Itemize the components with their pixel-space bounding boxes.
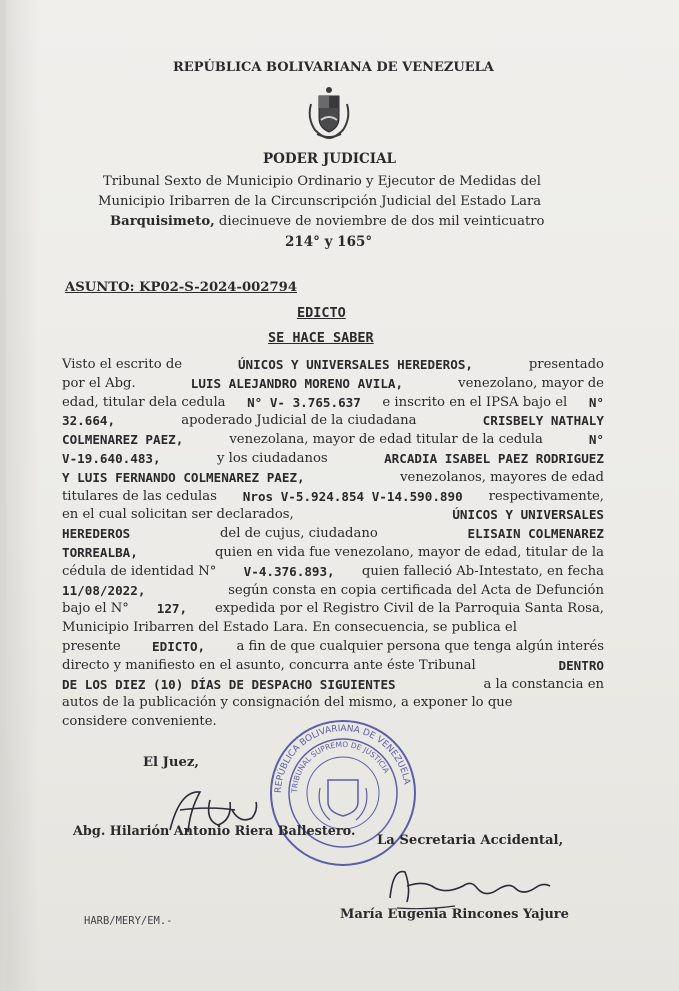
- case-subject: [65, 280, 297, 295]
- body-line: [62, 432, 604, 447]
- body-emphasis: COLMENAREZ PAEZ,: [62, 432, 184, 448]
- body-text: quien en vida fue venezolano, mayor de edad, titular de la: [214, 545, 604, 560]
- body-text: edad, titular dela cedula: [62, 394, 226, 410]
- body-text: presente: [62, 639, 121, 654]
- body-line: [62, 677, 604, 692]
- court-name-line2: Municipio Iribarren de la Circunscripción Judicial del Estado Lara: [98, 194, 542, 209]
- body-line: [62, 620, 604, 635]
- body-line: [62, 489, 604, 504]
- republic-heading: REPÚBLICA BOLIVARIANA DE VENEZUELA: [173, 60, 494, 75]
- body-line: [62, 376, 604, 391]
- body-emphasis: HEREDEROS: [62, 526, 131, 542]
- secretary-signature: [385, 858, 555, 913]
- svg-text:TRIBUNAL SUPREMO DE JUSTICIA: [290, 740, 392, 794]
- body-text: a fin de que cualquier persona que tenga algún interés: [236, 639, 604, 654]
- edict-title: EDICTO: [297, 305, 346, 321]
- body-text: directo y manifiesto en el asunto, concurra ante éste Tribunal: [62, 657, 476, 673]
- body-text: cédula de identidad N°: [62, 563, 217, 579]
- body-emphasis: V-4.376.893,: [243, 563, 335, 579]
- page-edge-shadow: [0, 0, 40, 991]
- body-text: considere conveniente.: [62, 714, 217, 730]
- body-text: apoderado Judicial de la ciudadana: [181, 413, 417, 429]
- body-emphasis: TORREALBA,: [62, 545, 138, 560]
- body-emphasis: ÚNICOS Y UNIVERSALES: [452, 507, 604, 523]
- body-text: venezolanos, mayores de edad: [400, 469, 604, 485]
- body-emphasis: N°: [588, 394, 604, 410]
- body-emphasis: ARCADIA ISABEL PAEZ RODRIGUEZ: [384, 451, 604, 466]
- body-emphasis: V-19.640.483,: [62, 451, 161, 466]
- judicial-power-heading: PODER JUDICIAL: [263, 151, 397, 167]
- body-text: respectivamente,: [488, 488, 604, 504]
- body-text: bajo el N°: [62, 601, 129, 617]
- years-line: 214° y 165°: [285, 234, 373, 250]
- court-name-line1: Tribunal Sexto de Municipio Ordinario y Ejecutor de Medidas del: [103, 174, 541, 189]
- date-text: diecinueve de noviembre de dos mil veinticuatro: [218, 214, 545, 229]
- judge-name: Abg. Hilarión Antonio Riera Ballestero.: [73, 824, 356, 839]
- city-name: Barquisimeto,: [110, 214, 215, 229]
- body-text: y los ciudadanos: [217, 451, 328, 466]
- body-text: según consta en copia certificada del Acta de Defunción: [228, 582, 604, 598]
- subject-label: ASUNTO:: [65, 280, 135, 295]
- body-line: [62, 601, 604, 616]
- body-line: [62, 564, 604, 579]
- body-line: [62, 507, 604, 522]
- date-line: [110, 214, 545, 229]
- body-emphasis: Y LUIS FERNANDO COLMENAREZ PAEZ,: [62, 469, 305, 485]
- body-text: venezolano, mayor de: [458, 375, 604, 391]
- judge-label: El Juez,: [143, 755, 199, 770]
- body-emphasis: N°: [588, 432, 604, 448]
- body-text: expedida por el Registro Civil de la Parroquia Santa Rosa,: [214, 601, 604, 617]
- body-text: autos de la publicación y consignación del mismo, a exponer lo que: [62, 695, 513, 711]
- body-line: [62, 451, 604, 466]
- body-text: en el cual solicitan ser declarados,: [62, 507, 294, 523]
- body-text: titulares de las cedulas: [62, 488, 217, 504]
- body-text: del de cujus, ciudadano: [219, 526, 378, 542]
- body-text: e inscrito en el IPSA bajo el: [382, 394, 568, 410]
- stamp-inner-text: TRIBUNAL SUPREMO DE JUSTICIA: [289, 739, 392, 794]
- body-text: venezolana, mayor de edad titular de la cedula: [229, 432, 543, 448]
- body-line: [62, 545, 604, 560]
- body-emphasis: DENTRO: [558, 657, 604, 673]
- body-emphasis: CRISBELY NATHALY: [482, 413, 604, 429]
- body-emphasis: ÚNICOS Y UNIVERSALES HEREDEROS,: [237, 357, 473, 372]
- body-emphasis: 32.664,: [62, 413, 116, 429]
- body-line: [62, 413, 604, 428]
- coat-of-arms-icon: [303, 84, 355, 140]
- body-text: quien falleció Ab-Intestato, en fecha: [361, 563, 604, 579]
- body-text: por el Abg.: [62, 375, 136, 391]
- body-line: [62, 658, 604, 673]
- body-emphasis: LUIS ALEJANDRO MORENO AVILA,: [190, 375, 404, 391]
- body-emphasis: Nros V-5.924.854 V-14.590.890: [242, 488, 463, 504]
- body-line: [62, 395, 604, 410]
- secretary-label: La Secretaria Accidental,: [377, 833, 564, 848]
- body-emphasis: ELISAIN COLMENAREZ: [467, 526, 604, 542]
- announce-title: SE HACE SABER: [268, 330, 374, 346]
- body-line: [62, 583, 604, 598]
- body-emphasis: 11/08/2022,: [62, 582, 146, 598]
- reference-initials: HARB/MERY/EM.-: [84, 915, 173, 927]
- body-line: [62, 639, 604, 654]
- body-emphasis: DE LOS DIEZ (10) DÍAS DE DESPACHO SIGUIENTES: [62, 676, 396, 692]
- stamp-outer-text: REPÚBLICA BOLIVARIANA DE VENEZUELA: [273, 723, 412, 794]
- body-text: presentado: [528, 357, 604, 372]
- body-line: [62, 470, 604, 485]
- body-text: a la constancia en: [483, 676, 604, 692]
- body-text: Visto el escrito de: [62, 357, 183, 372]
- body-line: [62, 695, 604, 710]
- body-text: Municipio Iribarren del Estado Lara. En consecuencia, se publica el: [62, 620, 517, 636]
- body-line: [62, 526, 604, 541]
- body-emphasis: EDICTO,: [152, 639, 206, 654]
- body-line: [62, 357, 604, 372]
- subject-code: KP02-S-2024-002794: [139, 280, 297, 295]
- body-emphasis: 127,: [156, 601, 188, 617]
- body-emphasis: N° V- 3.765.637: [247, 394, 361, 410]
- secretary-name: María Eugenia Rincones Yajure: [340, 907, 569, 922]
